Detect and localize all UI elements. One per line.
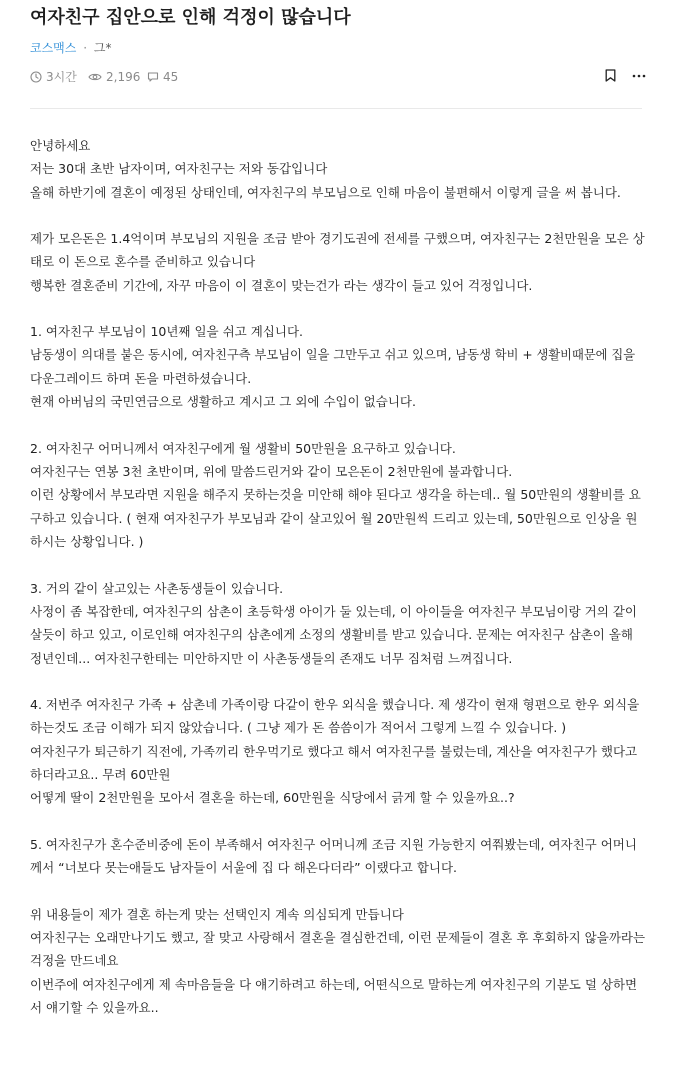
bookmark-icon — [605, 69, 616, 82]
body-line: 5. 여자친구가 혼수준비중에 돈이 부족해서 여자친구 어머니께 조금 지원 가능한지 여쭤봤는데, 여자친구 어머니 — [30, 836, 637, 852]
body-line: 구하고 있습니다. ( 현재 여자친구가 부모님과 같이 살고있어 월 20만원씩 드리고 있는데, 50만원으로 인상을 원 — [30, 510, 638, 526]
company-link[interactable]: 코스맥스 — [30, 41, 77, 55]
body-line: 하더라고요.. 무려 60만원 — [30, 767, 171, 783]
clock-icon — [30, 71, 42, 83]
body-blank-line — [30, 810, 645, 833]
body-line: 하는것도 조금 이해가 되지 않았습니다. ( 그냥 제가 돈 씀씀이가 적어서 그렇게 느낄 수 있습니다. ) — [30, 720, 567, 736]
body-line: 어떻게 딸이 2천만원을 모아서 결혼을 하는데, 60만원을 식당에서 긁게 할 수 있을까요..? — [30, 790, 515, 806]
body-line: 이런 상황에서 부모라면 지원을 해주지 못하는것을 미안해 해야 된다고 생각을 하는데.. 월 50만원의 생활비를 요 — [30, 487, 641, 503]
bookmark-button[interactable] — [605, 69, 616, 82]
body-line: 여자친구가 퇴근하기 직전에, 가족끼리 한우먹기로 했다고 해서 여자친구를 불렀는데, 계산을 여자친구가 했다고 — [30, 743, 638, 759]
body-line: 하시는 상황입니다. ) — [30, 534, 144, 550]
post-views — [88, 69, 140, 85]
post-title: 여자친구 집안으로 인해 걱정이 많습니다 — [30, 7, 351, 28]
body-blank-line — [30, 204, 645, 227]
body-line: 태로 이 돈으로 혼수를 준비하고 있습니다 — [30, 254, 256, 270]
body-blank-line — [30, 553, 645, 576]
post-time-text: 3시간 — [46, 70, 77, 84]
body-line: 제가 모은돈은 1.4억이며 부모님의 지원을 조금 받아 경기도권에 전세를 구했으며, 여자친구는 2천만원을 모은 상 — [30, 231, 645, 247]
body-line: 안녕하세요 — [30, 138, 91, 153]
body-blank-line — [30, 297, 645, 320]
body-line: 살듯이 하고 있고, 이로인해 여자친구의 삼촌에게 소정의 생활비를 받고 있습니다. 문제는 여자친구 삼촌이 올해 — [30, 627, 633, 643]
body-line: 걱정을 만드네요 — [30, 953, 119, 969]
body-line: 서 얘기할 수 있을까요.. — [30, 999, 159, 1015]
author-separator: · — [83, 41, 88, 55]
post-meta — [30, 69, 646, 87]
body-line: 여자친구는 오래만나기도 했고, 잘 맞고 사랑해서 결혼을 결심한건데, 이런 문제들이 결혼 후 후회하지 않을까라는 — [30, 930, 645, 946]
post-time — [30, 69, 77, 85]
comment-icon — [147, 71, 159, 83]
body-line: 1. 여자친구 부모님이 10년째 일을 쉬고 계십니다. — [30, 324, 303, 340]
body-line: 위 내용들이 제가 결혼 하는게 맞는 선택인지 계속 의심되게 만듭니다 — [30, 906, 404, 922]
body-line: 현재 아버님의 국민연금으로 생활하고 계시고 그 외에 수입이 없습니다. — [30, 394, 416, 410]
post-views-count: 2,196 — [106, 70, 141, 84]
body-line: 사정이 좀 복잡한데, 여자친구의 삼촌이 초등학생 아이가 둘 있는데, 이 아이들을 여자친구 부모님이랑 거의 같이 — [30, 603, 637, 619]
body-line: 올해 하반기에 결혼이 예정된 상태인데, 여자친구의 부모님으로 인해 마음이 불편해서 이렇게 글을 써 봅니다. — [30, 184, 621, 200]
header-divider — [30, 108, 642, 109]
body-blank-line — [30, 414, 645, 437]
body-line: 정년인데... 여자친구한테는 미안하지만 이 사촌동생들의 존재도 너무 짐처럼 느껴집니다. — [30, 650, 513, 666]
more-horizontal-icon — [632, 74, 646, 78]
body-line: 남동생이 의대를 붙은 동시에, 여자친구측 부모님이 일을 그만두고 쉬고 있으며, 남동생 학비 + 생활비때문에 집을 — [30, 347, 636, 362]
body-line: 3. 거의 같이 살고있는 사촌동생들이 있습니다. — [30, 580, 284, 596]
body-line: 여자친구는 연봉 3천 초반이며, 위에 말씀드린거와 같이 모은돈이 2천만원에 불과합니다. — [30, 464, 513, 480]
post-actions — [605, 69, 646, 82]
body-blank-line — [30, 880, 645, 903]
body-line: 다운그레이드 하며 돈을 마련하셨습니다. — [30, 370, 252, 386]
author-line — [30, 40, 111, 56]
author-nickname: 그* — [93, 41, 112, 55]
body-blank-line — [30, 670, 645, 693]
body-line: 2. 여자친구 어머니께서 여자친구에게 월 생활비 50만원을 요구하고 있습니다. — [30, 440, 456, 456]
post-body — [30, 134, 645, 1019]
post-comments-count: 45 — [163, 70, 179, 84]
body-line: 께서 “너보다 못는애들도 남자들이 서울에 집 다 해온다더라” 이랬다고 합니다. — [30, 860, 458, 876]
more-options-button[interactable] — [632, 74, 646, 78]
body-line: 저는 30대 초반 남자이며, 여자친구는 저와 동갑입니다 — [30, 161, 328, 177]
body-line: 이번주에 여자친구에게 제 속마음들을 다 얘기하려고 하는데, 어떤식으로 말하는게 여자친구의 기분도 덜 상하면 — [30, 976, 638, 992]
body-line: 행복한 결혼준비 기간에, 자꾸 마음이 이 결혼이 맞는건가 라는 생각이 들고 있어 걱정입니다. — [30, 277, 533, 293]
post-comments[interactable] — [147, 69, 178, 85]
body-line: 4. 저번주 여자친구 가족 + 삼촌네 가족이랑 다같이 한우 외식을 했습니다. 제 생각이 현재 형편으로 한우 외식을 — [30, 697, 640, 713]
eye-icon — [88, 71, 102, 83]
